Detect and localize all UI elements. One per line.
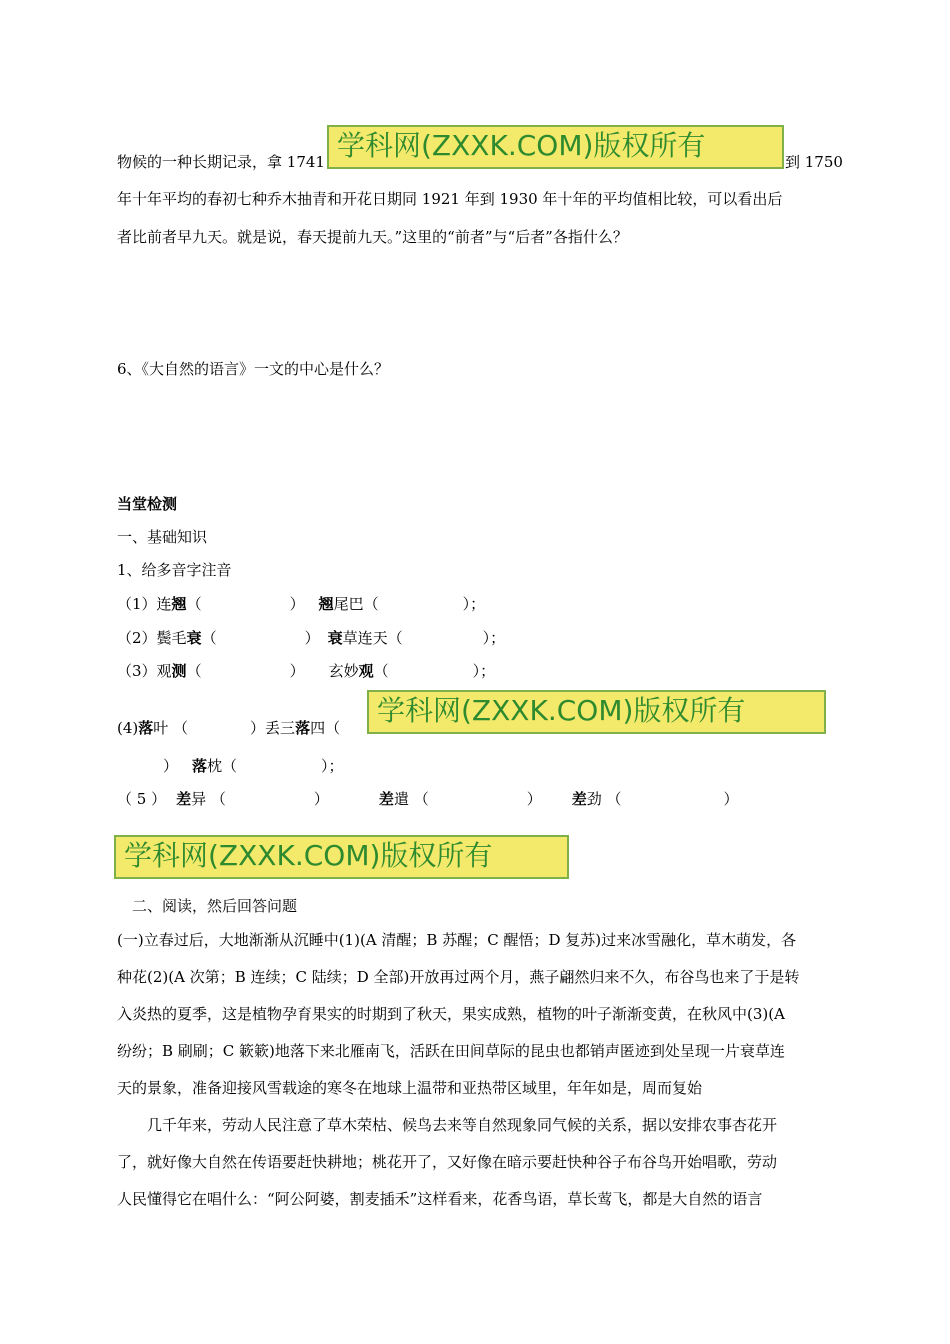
pinyin-row-5: [117, 789, 739, 809]
r1-a: （1）连: [117, 595, 172, 613]
q5-line1-b-text: 到 1750: [785, 153, 843, 171]
r5-a: （ 5 ）: [117, 790, 167, 808]
para1-line-1: (一)立春过后，大地渐渐从沉睡中(1)(A 清醒；B 苏醒；C 醒悟；D 复苏)过来冰雪融化，草木萌发，各: [117, 931, 797, 949]
r5-b: 差: [176, 790, 192, 808]
pinyin-row-4: [117, 718, 340, 738]
r3-c: （: [186, 662, 202, 680]
para2-line-1: 几千年来，劳动人民注意了草木荣枯、候鸟去来等自然现象同气候的关系，据以安排农事杏花开: [147, 1116, 778, 1134]
r4b-d: ）；: [321, 757, 344, 775]
pinyin-row-2: [117, 628, 505, 648]
q5-line1: [117, 152, 325, 172]
r3-f: 观: [358, 662, 374, 680]
watermark-1-text: 学科网(ZXXK.COM)版权所有: [337, 129, 706, 162]
para1-line-4: 纷纷；B 刷刷；C 簌簌)地落下来北雁南飞，活跃在田间草际的昆虫也都销声匿迹到处呈现一片衰草连: [117, 1042, 785, 1060]
q6-text: 6、《大自然的语言》一文的中心是什么？: [117, 360, 390, 378]
r1-f: 尾巴（: [333, 595, 379, 613]
para2-line-2: 了，就好像大自然在传语要赶快耕地；桃花开了，又好像在暗示要赶快种谷子布谷鸟开始唱歌，劳动: [117, 1153, 778, 1171]
r4b-b: 落: [192, 757, 208, 775]
para1-line-2: 种花(2)(A 次第；B 连续；C 陆续；D 全部)开放再过两个月，燕子翩然归来不久，布谷鸟也来了于是转: [117, 968, 800, 986]
watermark-2-text: 学科网(ZXXK.COM)版权所有: [377, 694, 746, 727]
r5-h: 差: [571, 790, 587, 808]
pinyin-row-3: [117, 661, 495, 681]
r4-f: 四（: [310, 719, 341, 737]
r1-e: 翘: [318, 595, 334, 613]
r3-d: ）: [289, 662, 305, 680]
part2-title: 二、阅读，然后回答问题: [132, 897, 298, 915]
r4-c: 叶 （: [153, 719, 189, 737]
q5-line1-b: [785, 152, 843, 172]
part1-title: 一、基础知识: [117, 528, 208, 546]
watermark-1: [327, 125, 784, 169]
r1-g: ）；: [462, 595, 486, 613]
r5-f: 遣 （: [393, 790, 429, 808]
watermark-2: [367, 690, 826, 734]
r2-g: ）；: [482, 629, 506, 647]
r5-c: 异 （: [191, 790, 226, 808]
r1-c: （: [186, 595, 202, 613]
r1-d: ）: [289, 595, 305, 613]
q5-line1-a: 物候的一种长期记录，拿 1741: [117, 153, 325, 171]
r3-b: 测: [171, 662, 187, 680]
r4-a: (4): [117, 719, 139, 737]
q5-line2: 年十年平均的春初七种乔木抽青和开花日期同 1921 年到 1930 年十年的平均值相比较，可以看出后: [117, 190, 783, 208]
r5-g: ）: [526, 790, 542, 808]
r3-a: （3）观: [117, 662, 172, 680]
r3-e: 玄妙: [328, 662, 359, 680]
para1-line-3: 入炎热的夏季，这是植物孕育果实的时期到了秋天，果实成熟，植物的叶子渐渐变黄，在秋风中(3)(A: [117, 1005, 785, 1023]
item1-title: 1、给多音字注音: [117, 561, 232, 579]
r3-h: ）；: [472, 662, 496, 680]
r4b-a: ）: [163, 757, 179, 775]
r5-i: 劲 （: [586, 790, 622, 808]
q5-line3: 者比前者早九天。就是说，春天提前九天。”这里的“前者”与“后者”各指什么？: [117, 228, 628, 246]
section-title: 当堂检测: [117, 495, 178, 513]
r1-b: 翘: [171, 595, 187, 613]
watermark-3-text: 学科网(ZXXK.COM)版权所有: [124, 839, 493, 872]
r5-j: ）: [723, 790, 739, 808]
r4b-c: 枕（: [207, 757, 238, 775]
watermark-3: [114, 835, 569, 879]
r2-a: （2）鬓毛: [117, 629, 187, 647]
r2-d: ）: [304, 629, 320, 647]
r2-b: 衰: [186, 629, 202, 647]
r3-g: （: [373, 662, 389, 680]
r4-e: 落: [295, 719, 311, 737]
r5-e: 差: [378, 790, 394, 808]
r2-e: 衰: [327, 629, 343, 647]
r2-f: 草连天（: [342, 629, 403, 647]
r4-d: ）丢三: [250, 719, 296, 737]
para2-line-3: 人民懂得它在唱什么：“阿公阿婆，割麦插禾”这样看来，花香鸟语，草长莺飞，都是大自然的语言: [117, 1190, 763, 1208]
para1-line-5: 天的景象，准备迎接风雪载途的寒冬在地球上温带和亚热带区域里，年年如是，周而复始: [117, 1079, 703, 1097]
r2-c: （: [201, 629, 217, 647]
r5-d: ）: [313, 790, 329, 808]
pinyin-row-4b: [163, 756, 344, 776]
pinyin-row-1: [117, 594, 485, 614]
r4-b: 落: [138, 719, 154, 737]
